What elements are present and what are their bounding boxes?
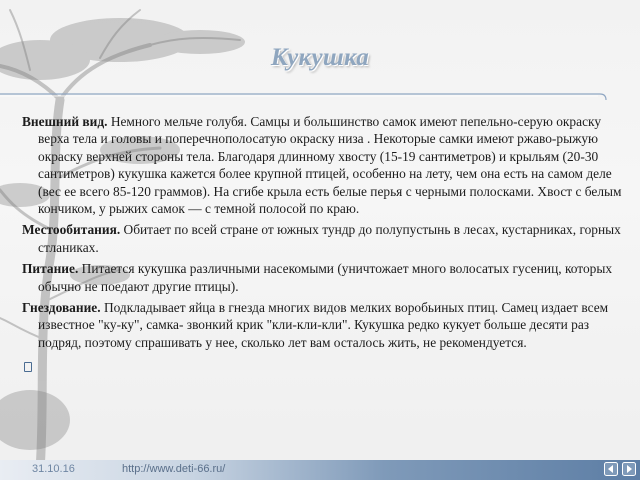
paragraph-feeding	[22, 260, 634, 295]
slide-title: Кукушка	[270, 44, 370, 71]
paragraph-label: Внешний вид.	[22, 114, 108, 129]
paragraph-text: Обитает по всей стране от южных тундр до полупустынь в лесах, кустарниках, горных стланиках.	[38, 222, 621, 255]
footer-url[interactable]: http://www.deti-66.ru/	[122, 463, 226, 475]
footer-bar	[0, 460, 640, 480]
footer-date: 31.10.16	[32, 463, 75, 475]
bullet-icon	[24, 362, 32, 372]
paragraph-text: Немного мельче голубя. Самцы и большинство самок имеют пепельно-серую окраску верха тела и головы и поперечнополосатую окраску низа . Некоторые самки имеют ржаво-рыжую окраску верхней стороны тела. Благодаря длинному хвосту (15-19 сантиметров) и крыльям (20-30 сантиметров) кукушка кажется более крупной птицей, особенно на лету, чем она есть на самом деле (вес ее всего 85-120 граммов). На сгибе крыла есть белые перья с черными полосками. Хвост с белым кончиком, у рыжих самок — с темной полосой по краю.	[38, 114, 622, 217]
empty-bullet	[22, 359, 634, 375]
paragraph-text: Питается кукушка различными насекомыми (уничтожает много волосатых гусениц, которых обычно не поедают другие птицы).	[38, 261, 613, 294]
paragraph-text: Подкладывает яйца в гнезда многих видов мелких воробьиных птиц. Самец издает всем известное "ку-ку", самка- звонкий крик "кли-кли-кли". Кукушка редко кукует больше десяти раз подряд, поэтому спрашивать у нее, сколько лет вам осталось жить, не рекомендуется.	[38, 300, 609, 350]
paragraph-label: Питание.	[22, 261, 79, 277]
paragraph-appearance	[22, 113, 634, 217]
nav-next-icon[interactable]	[622, 462, 636, 476]
paragraph-habitat	[22, 221, 634, 256]
nav-prev-icon[interactable]	[604, 462, 618, 476]
title-divider	[0, 84, 640, 114]
paragraph-label: Гнездование.	[22, 300, 101, 316]
paragraph-label: Местообитания.	[22, 222, 121, 238]
slide-content	[22, 113, 634, 375]
paragraph-nesting	[22, 299, 634, 351]
